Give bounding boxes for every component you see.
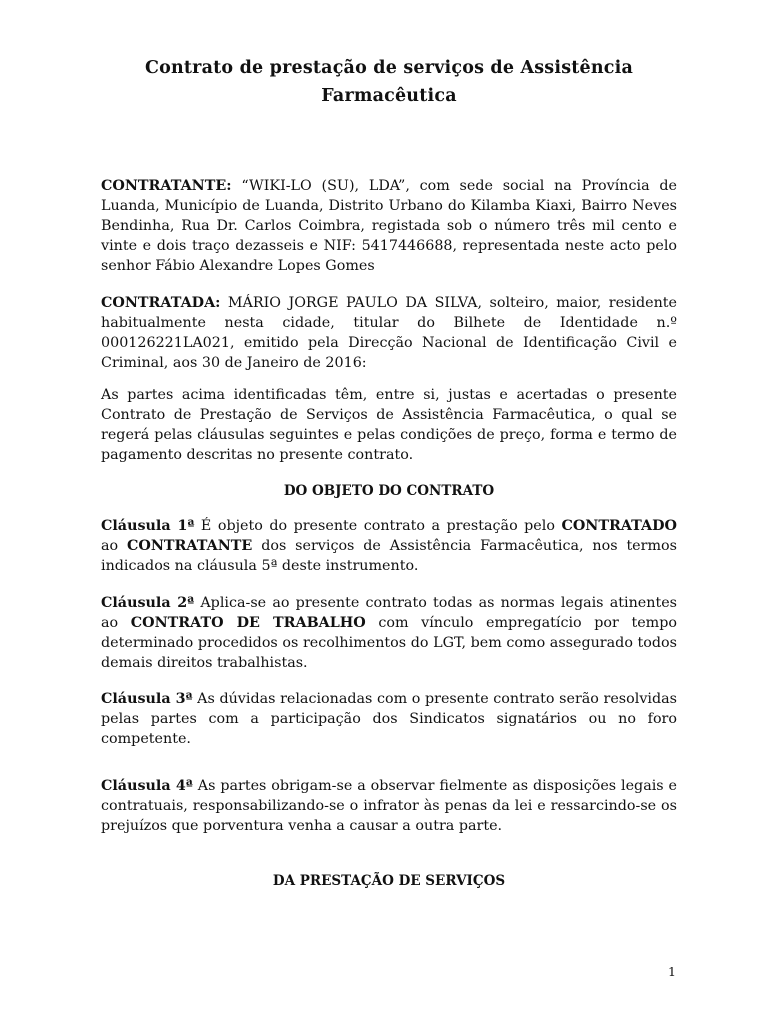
clausula-2-paragraph	[101, 593, 677, 673]
clausula-1-text-b: ao	[101, 538, 128, 554]
clausula-2-text-b: com vínculo empregatício por tempo determinado procedidos os recolhimentos do LGT, bem como assegurado todos demais direitos trabalhistas.	[101, 615, 677, 671]
clausula-2-label: Cláusula 2ª	[101, 595, 195, 611]
clausula-1-text-a: É objeto do presente contrato a prestação pelo	[194, 518, 562, 534]
clausula-1-label: Cláusula 1ª	[101, 518, 195, 534]
contratada-paragraph	[101, 293, 677, 373]
document-title: Contrato de prestação de serviços de Assistência Farmacêutica	[144, 58, 634, 106]
clausula-3-text: As dúvidas relacionadas com o presente contrato serão resolvidas pelas partes com a participação dos Sindicatos signatários ou no foro competente.	[101, 691, 677, 747]
section-heading-prestacao: DA PRESTAÇÃO DE SERVIÇOS	[272, 873, 506, 889]
contratada-text: MÁRIO JORGE PAULO DA SILVA, solteiro, maior, residente habitualmente nesta cidade, titular do Bilhete de Identidade n.º 000126221LA021, emitido pela Direcção Nacional de Identificação Civil e Criminal, aos 30 de Janeiro de 2016:	[101, 295, 677, 371]
clausula-3-label: Cláusula 3ª	[101, 691, 193, 707]
contratante-paragraph	[101, 176, 677, 276]
clausula-1-text-c: dos serviços de Assistência Farmacêutica, nos termos indicados na cláusula 5ª deste instrumento.	[101, 538, 677, 574]
clausula-2-bold-contrato: CONTRATO DE TRABALHO	[130, 615, 366, 631]
page-number: 1	[668, 964, 676, 979]
clausula-1-bold-contratado: CONTRATADO	[561, 518, 677, 534]
clausula-4-text: As partes obrigam-se a observar fielmente as disposições legais e contratuais, responsabilizando-se o infrator às penas da lei e ressarcindo-se os prejuízos que porventura venha a causar a outra parte.	[101, 778, 678, 834]
intro-paragraph: As partes acima identificadas têm, entre si, justas e acertadas o presente Contrato de Prestação de Serviços de Assistência Farmacêutica, o qual se regerá pelas cláusulas seguintes e pelas condições de preço, forma e termo de pagamento descritas no presente contrato.	[101, 387, 677, 463]
clausula-1-paragraph	[101, 516, 677, 576]
clausula-4-label: Cláusula 4ª	[101, 778, 193, 794]
section-heading-objeto: DO OBJETO DO CONTRATO	[283, 483, 495, 499]
contratante-label: CONTRATANTE:	[101, 178, 232, 194]
clausula-4-paragraph	[101, 776, 677, 836]
contratada-label: CONTRATADA:	[101, 295, 221, 311]
clausula-2-text-a: Aplica-se ao presente contrato todas as normas legais atinentes ao	[101, 595, 677, 631]
contratante-text: “WIKI-LO (SU), LDA”, com sede social na Província de Luanda, Município de Luanda, Distrito Urbano do Kilamba Kiaxi, Bairro Neves Bendinha, Rua Dr. Carlos Coimbra, registada sob o número três mil cento e vinte e dois traço dezasseis e NIF: 5417446688, representada neste acto pelo senhor Fábio Alexandre Lopes Gomes	[101, 178, 677, 274]
clausula-3-paragraph	[101, 689, 677, 749]
clausula-1-bold-contratante: CONTRATANTE	[127, 538, 253, 554]
